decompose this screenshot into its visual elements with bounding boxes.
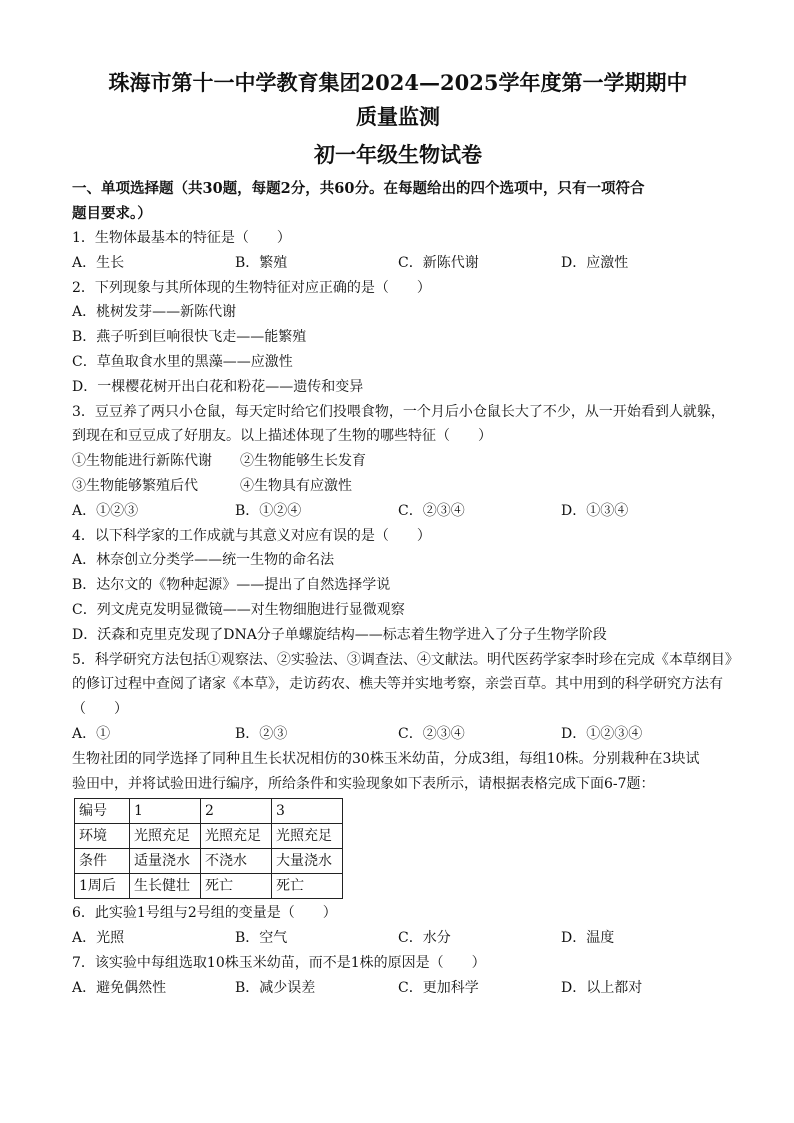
- option-c: C．②③④: [398, 725, 465, 742]
- question-4-stem: 4．以下科学家的工作成就与其意义对应有误的是（ ）: [72, 527, 431, 544]
- option-b: B．②③: [235, 725, 288, 742]
- option-c: C．草鱼取食水里的黑藻——应激性: [72, 353, 293, 370]
- statement-2: ②生物能够生长发育: [240, 453, 366, 470]
- table-cell: 死亡: [201, 874, 272, 899]
- option-d: D．以上都对: [561, 979, 643, 996]
- question-7-stem: 7．该实验中每组选取10株玉米幼苗，而不是1株的原因是（ ）: [72, 954, 486, 971]
- option-c: C．新陈代谢: [398, 254, 479, 271]
- statement-4: ④生物具有应激性: [240, 477, 352, 494]
- option-d: D．温度: [561, 930, 615, 947]
- option-d: D．一棵樱花树开出白花和粉花——遗传和变异: [72, 378, 364, 395]
- table-cell: 光照充足: [201, 824, 272, 849]
- option-d: D．①③④: [561, 502, 629, 519]
- question-6-stem: 6．此实验1号组与2号组的变量是（ ）: [72, 905, 337, 922]
- option-a: A．①: [72, 725, 111, 742]
- table-row: [75, 824, 343, 849]
- question-3-statements-row1: [72, 449, 724, 474]
- table-row: [75, 849, 343, 874]
- table-cell: 1周后: [75, 874, 130, 899]
- question-2-stem: 2．下列现象与其所体现的生物特征对应正确的是（ ）: [72, 279, 431, 296]
- option-d: D．应激性: [561, 254, 629, 271]
- option-a: A．林奈创立分类学——统一生物的命名法: [72, 552, 335, 569]
- table-cell: 编号: [75, 799, 130, 824]
- table-cell: 条件: [75, 849, 130, 874]
- table-cell: 大量浇水: [272, 849, 343, 874]
- option-c: C．②③④: [398, 502, 465, 519]
- question-5-options: [72, 722, 724, 747]
- experiment-table: [74, 798, 343, 899]
- option-c: C．水分: [398, 930, 451, 947]
- material-text-cont: 验田中，并将试验田进行编序，所给条件和实验现象如下表所示，请根据表格完成下面6-7题：: [72, 775, 655, 792]
- option-d: D．①②③④: [561, 725, 643, 742]
- option-b: B．①②④: [235, 502, 302, 519]
- exam-title-line1: 珠海市第十一中学教育集团2024—2025学年度第一学期期中: [108, 70, 688, 95]
- statement-3: ③生物能够繁殖后代: [72, 477, 198, 494]
- option-b: B．减少误差: [235, 979, 316, 996]
- option-a: A．避免偶然性: [72, 979, 167, 996]
- table-row: [75, 799, 343, 824]
- option-d: D．沃森和克里克发现了DNA分子单螺旋结构——标志着生物学进入了分子生物学阶段: [72, 626, 607, 643]
- table-cell: 光照充足: [130, 824, 201, 849]
- option-a: A．①②③: [72, 502, 139, 519]
- question-3-stem-cont: 到现在和豆豆成了好朋友。以上描述体现了生物的哪些特征（ ）: [72, 428, 492, 445]
- table-cell: 生长健壮: [130, 874, 201, 899]
- option-c: C．更加科学: [398, 979, 479, 996]
- exam-title-line2: 质量监测: [356, 104, 440, 129]
- table-cell: 死亡: [272, 874, 343, 899]
- table-cell: 3: [272, 799, 343, 824]
- table-cell: 适量浇水: [130, 849, 201, 874]
- question-7-options: [72, 976, 724, 1001]
- option-a: A．生长: [72, 254, 125, 271]
- option-a: A．桃树发芽——新陈代谢: [72, 304, 237, 321]
- question-3-stem: 3．豆豆养了两只小仓鼠，每天定时给它们投喂食物，一个月后小仓鼠长大了不少，从一开始看到人就躲，: [72, 403, 725, 420]
- table-row: [75, 874, 343, 899]
- question-5-stem: 5．科学研究方法包括①观察法、②实验法、③调查法、④文献法。明代医药学家李时珍在完成《本草纲目》: [72, 651, 739, 668]
- question-5-stem-cont: 的修订过程中查阅了诸家《本草》，走访药农、樵夫等并实地考察，亲尝百草。其中用到的科学研究方法有: [72, 676, 723, 693]
- question-3-statements-row2: [72, 474, 724, 499]
- question-1-stem: 1．生物体最基本的特征是（ ）: [72, 230, 291, 246]
- exam-subtitle: 初一年级生物试卷: [314, 142, 482, 167]
- question-3-options: [72, 499, 724, 524]
- table-cell: 光照充足: [272, 824, 343, 849]
- table-cell: 1: [130, 799, 201, 824]
- question-6-options: [72, 926, 724, 951]
- section-heading-cont: 题目要求。）: [72, 205, 152, 222]
- material-text: 生物社团的同学选择了同种且生长状况相仿的30株玉米幼苗，分成3组，每组10株。分别栽种在3块试: [72, 750, 700, 767]
- table-cell: 不浇水: [201, 849, 272, 874]
- option-b: B．空气: [235, 930, 288, 947]
- option-b: B．达尔文的《物种起源》——提出了自然选择学说: [72, 577, 391, 594]
- option-b: B．燕子听到巨响很快飞走——能繁殖: [72, 329, 307, 346]
- option-c: C．列文虎克发明显微镜——对生物细胞进行显微观察: [72, 601, 405, 618]
- statement-1: ①生物能进行新陈代谢: [72, 453, 212, 470]
- option-b: B．繁殖: [235, 254, 288, 271]
- question-5-stem-cont2: （ ）: [72, 701, 128, 718]
- section-heading: 一、单项选择题（共30题，每题2分，共60分。在每题给出的四个选项中，只有一项符合: [72, 180, 645, 197]
- table-cell: 环境: [75, 824, 130, 849]
- table-cell: 2: [201, 799, 272, 824]
- option-a: A．光照: [72, 930, 125, 947]
- question-1-options: [72, 251, 724, 276]
